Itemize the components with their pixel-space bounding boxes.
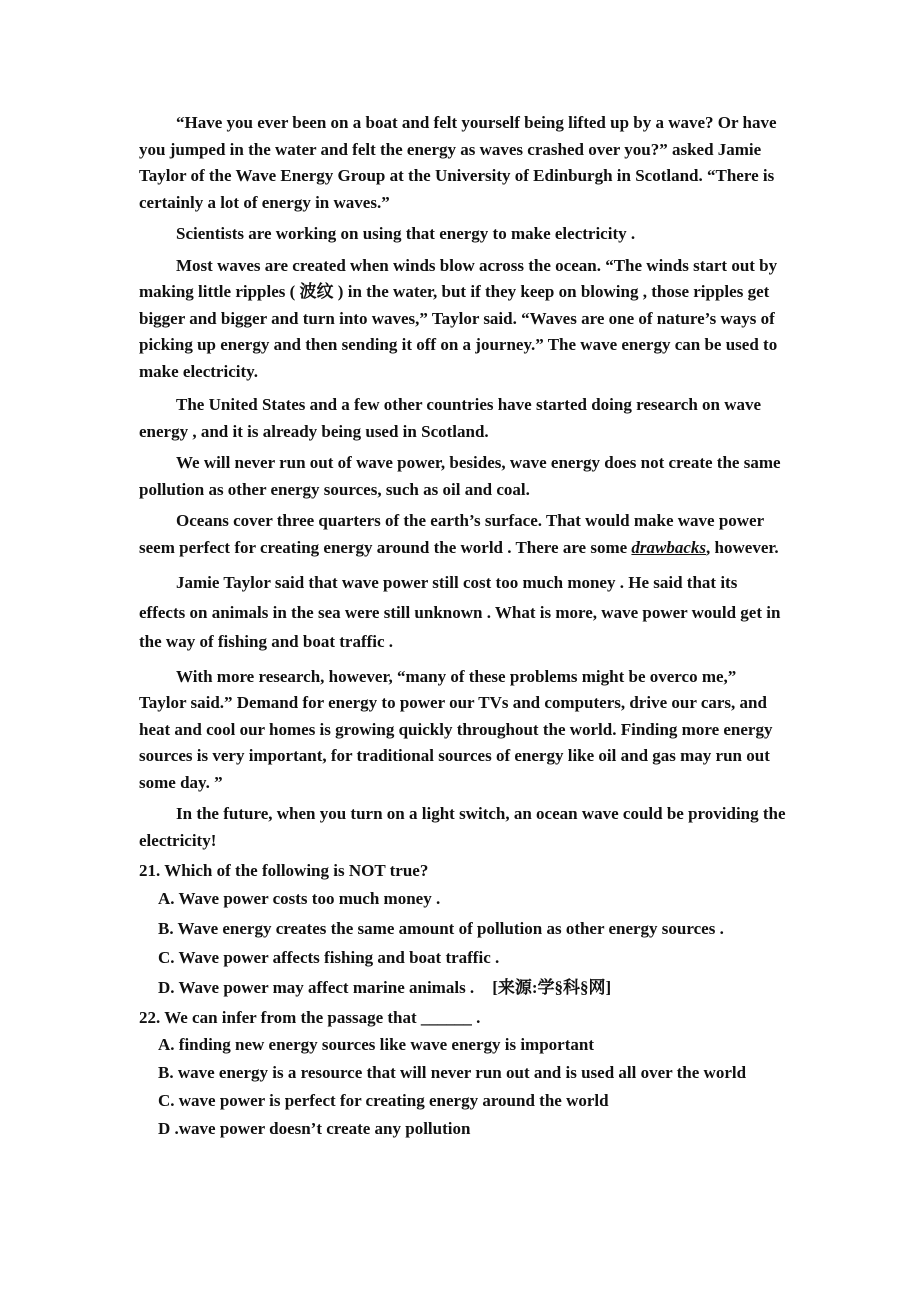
option-a: A. Wave power costs too much money . <box>158 889 441 908</box>
paragraph-3: Most waves are created when winds blow across the ocean. “The winds start out by making little ripples ( 波纹 ) in the water, but if they keep on blowing , those ripples get bigger and bigger and turn into waves,” Taylor said. “Waves are one of nature’s ways of picking up energy and then sending it off on a journey.” The wave energy can be used to make electricity. <box>139 255 778 381</box>
option-d <box>139 973 787 1003</box>
option-d: D .wave power doesn’t create any pollution <box>158 1119 471 1138</box>
paragraph-6 <box>139 508 787 561</box>
question-stem: 22. We can infer from the passage that ______ . <box>139 1008 481 1027</box>
paragraph-6-end: , however. <box>706 537 779 557</box>
option-a: A. finding new energy sources like wave energy is important <box>158 1035 594 1054</box>
paragraph-1: “Have you ever been on a boat and felt yourself being lifted up by a wave? Or have you jumped in the water and felt the energy as waves crashed over you?” asked Jamie Taylor of the Wave Energy Group at the University of Edinburgh in Scotland. “There is certainly a lot of energy in waves.” <box>139 113 777 212</box>
document-page <box>139 110 787 1143</box>
paragraph-5: We will never run out of wave power, besides, wave energy does not create the same pollution as other energy sources, such as oil and coal. <box>139 453 781 499</box>
paragraph-4: The United States and a few other countries have started doing research on wave energy , and it is already being used in Scotland. <box>139 395 762 441</box>
paragraph-7: Jamie Taylor said that wave power still cost too much money . He said that its effects on animals in the sea were still unknown . What is more, wave power would get in the way of fishing and boat traffic . <box>139 573 781 651</box>
question-22 <box>139 1004 787 1143</box>
option-d-text: D. Wave power may affect marine animals . <box>158 977 475 997</box>
paragraph-9: In the future, when you turn on a light switch, an ocean wave could be providing the electricity! <box>139 804 786 850</box>
option-b: B. wave energy is a resource that will never run out and is used all over the world <box>158 1063 747 1082</box>
option-c: C. Wave power affects fishing and boat traffic . <box>158 948 500 967</box>
paragraph-6-text: Oceans cover three quarters of the earth’s surface. That would make wave power seem perfect for creating energy around the world . There are some <box>139 511 764 557</box>
underlined-word-drawbacks: drawbacks <box>631 537 707 557</box>
paragraph-8: With more research, however, “many of these problems might be overco me,” Taylor said.” Demand for energy to power our TVs and computers, drive our cars, and heat and cool our homes is growing quickly throughout the world. Finding more energy sources is very important, for traditional sources of energy like oil and gas may run out some day. ” <box>139 666 773 792</box>
paragraph-2: Scientists are working on using that energy to make electricity . <box>176 224 636 243</box>
option-c: C. wave power is perfect for creating energy around the world <box>158 1091 609 1110</box>
option-b: B. Wave energy creates the same amount of pollution as other energy sources . <box>158 918 724 938</box>
question-stem: 21. Which of the following is NOT true? <box>139 861 429 880</box>
source-tag: [来源:学§科§网] <box>492 977 612 997</box>
question-21 <box>139 857 787 1002</box>
